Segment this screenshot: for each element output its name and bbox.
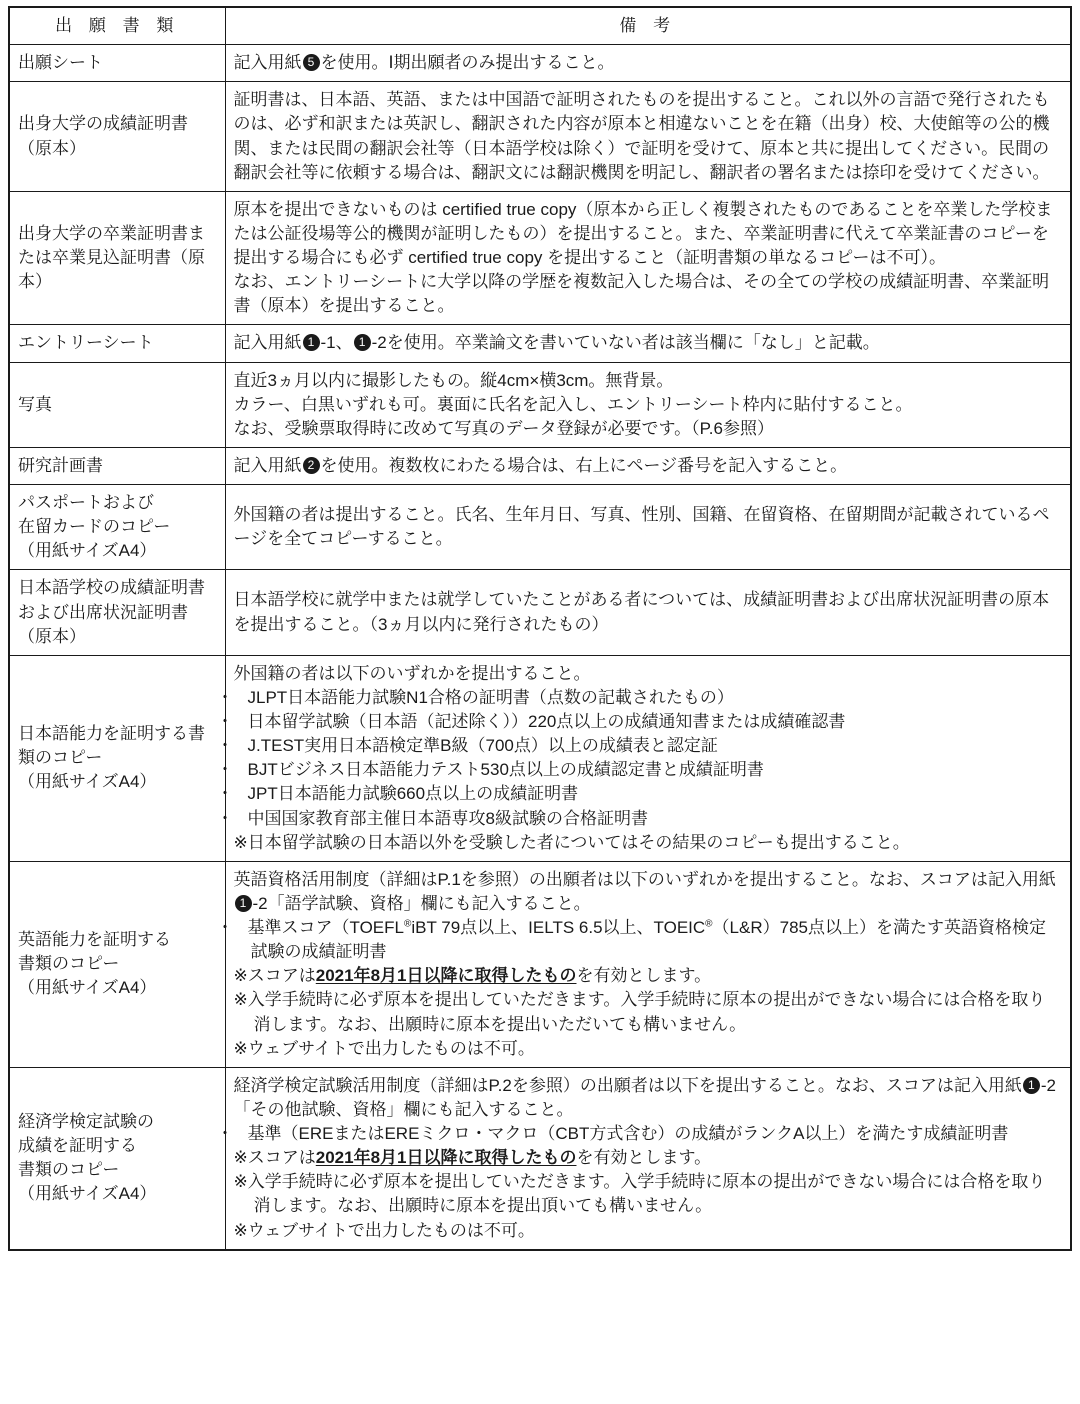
- row-remark: 日本語学校に就学中または就学していたことがある者については、成績証明書および出席状況証明書の原本を提出すること。（3ヵ月以内に発行されたもの）: [225, 570, 1071, 655]
- table-row: [9, 45, 1071, 82]
- validity-date-note: 2021年8月1日以降に取得したもの: [315, 966, 577, 986]
- row-label: パスポートおよび 在留カードのコピー （用紙サイズA4）: [9, 485, 225, 570]
- row-label: 日本語能力を証明する書類のコピー （用紙サイズA4）: [9, 655, 225, 861]
- row-label: 出願シート: [9, 45, 225, 82]
- bullet-icon: ・: [216, 736, 234, 756]
- column-header-documents: 出 願 書 類: [9, 7, 225, 45]
- table-row: [9, 485, 1071, 570]
- circled-number-5: 5: [303, 54, 320, 71]
- circled-number-1: 1: [303, 334, 320, 351]
- table-row: [9, 191, 1071, 325]
- row-remark: 経済学検定試験活用制度（詳細はP.2を参照）の出願者は以下を提出すること。なお、スコアは記入用紙 1 -2「その他試験、資格」欄にも記入すること。 ・ 基準（EREまたはEREミクロ・マクロ（CBT方式含む）の成績がランクA以上）を満たす成績証明書 ※スコアは2021年8月1日以降に取得したものを有効とします。 ※入学手続時に必ず原本を提出していただきます。入学手続時に原本の提出ができない場合には合格を取り消します。なお、出願時に原本を提出頂いても構いません。 ※ウェブサイトで出力したものは不可。: [225, 1067, 1071, 1249]
- row-remark: 証明書は、日本語、英語、または中国語で証明されたものを提出すること。これ以外の言語で発行されたものは、必ず和訳または英訳し、翻訳された内容が原本と相違ないことを在籍（出身）校、大使館等の公的機関、または民間の翻訳会社等（日本語学校は除く）で証明を受けて、原本と共に提出してください。民間の翻訳会社等に依頼する場合は、翻訳文には翻訳機関を明記し、翻訳者の署名または捺印を受けてください。: [225, 82, 1071, 192]
- row-label: エントリーシート: [9, 325, 225, 362]
- circled-number-2: 2: [303, 457, 320, 474]
- row-remark: 記入用紙 2 を使用。複数枚にわたる場合は、右上にページ番号を記入すること。: [225, 447, 1071, 484]
- table-row: [9, 82, 1071, 192]
- row-label: 研究計画書: [9, 447, 225, 484]
- row-label: 写真: [9, 362, 225, 447]
- row-remark: 原本を提出できないものは certified true copy（原本から正しく複製されたものであることを卒業した学校または公証役場等公的機関が証明したもの）を提出すること。また、卒業証明書に代えて卒業証書のコピーを提出する場合にも必ず certified true copy を提出すること（証明書類の単なるコピーは不可）。 なお、エントリーシートに大学以降の学歴を複数記入した場合は、その全ての学校の成績証明書、卒業証明書（原本）を提出すること。: [225, 191, 1071, 325]
- circled-number-1: 1: [1023, 1077, 1040, 1094]
- column-header-remarks: 備 考: [225, 7, 1071, 45]
- table-row: [9, 325, 1071, 362]
- row-label: 日本語学校の成績証明書および出席状況証明書（原本）: [9, 570, 225, 655]
- table-row: [9, 655, 1071, 861]
- table-header-row: [9, 7, 1071, 45]
- row-remark: 英語資格活用制度（詳細はP.1を参照）の出願者は以下のいずれかを提出すること。なお、スコアは記入用紙1 -2「語学試験、資格」欄にも記入すること。 ・ 基準スコア（TOEFL®iBT 79点以上、IELTS 6.5以上、TOEIC®（L&R）785点以上）を満たす英語資格検定試験の成績証明書 ※スコアは2021年8月1日以降に取得したものを有効とします。 ※入学手続時に必ず原本を提出していただきます。入学手続時に原本の提出ができない場合には合格を取り消します。なお、出願時に原本を提出いただいても構いません。 ※ウェブサイトで出力したものは不可。: [225, 861, 1071, 1067]
- row-label: 英語能力を証明する 書類のコピー （用紙サイズA4）: [9, 861, 225, 1067]
- row-remark: 記入用紙 1 -1、 1 -2を使用。卒業論文を書いていない者は該当欄に「なし」と記載。: [225, 325, 1071, 362]
- circled-number-1: 1: [235, 895, 252, 912]
- bullet-icon: ・: [216, 760, 234, 780]
- row-label: 経済学検定試験の 成績を証明する 書類のコピー （用紙サイズA4）: [9, 1067, 225, 1249]
- bullet-icon: ・: [216, 918, 234, 937]
- row-remark: 記入用紙 5 を使用。Ⅰ期出願者のみ提出すること。: [225, 45, 1071, 82]
- table-row: [9, 362, 1071, 447]
- table-row: [9, 861, 1071, 1067]
- table-row: [9, 1067, 1071, 1249]
- row-label: 出身大学の卒業証明書または卒業見込証明書（原本）: [9, 191, 225, 325]
- circled-number-1: 1: [354, 334, 371, 351]
- row-remark: 外国籍の者は以下のいずれかを提出すること。 ・ JLPT日本語能力試験N1合格の証明書（点数の記載されたもの） ・ 日本留学試験（日本語（記述除く））220点以上の成績通知書または成績確認書 ・ J.TEST実用日本語検定準B級（700点）以上の成績表と認定証 ・ BJTビジネス日本語能力テスト530点以上の成績認定書と成績証明書 ・ JPT日本語能力試験660点以上の成績証明書 ・ 中国国家教育部主催日本語専攻8級試験の合格証明書 ※日本留学試験の日本語以外を受験した者についてはその結果のコピーも提出すること。: [225, 655, 1071, 861]
- bullet-icon: ・: [216, 808, 234, 828]
- row-remark: 直近3ヵ月以内に撮影したもの。縦4cm×横3cm。無背景。 カラー、白黒いずれも可。裏面に氏名を記入し、エントリーシート枠内に貼付すること。 なお、受験票取得時に改めて写真のデータ登録が必要です。（P.6参照）: [225, 362, 1071, 447]
- bullet-icon: ・: [216, 712, 234, 731]
- table-row: [9, 447, 1071, 484]
- table-body: [9, 45, 1071, 1250]
- row-remark: 外国籍の者は提出すること。氏名、生年月日、写真、性別、国籍、在留資格、在留期間が記載されているページを全てコピーすること。: [225, 485, 1071, 570]
- row-label: 出身大学の成績証明書 （原本）: [9, 82, 225, 192]
- table-row: [9, 570, 1071, 655]
- application-documents-table: [8, 6, 1072, 1251]
- bullet-icon: ・: [216, 784, 234, 804]
- validity-date-note: 2021年8月1日以降に取得したもの: [315, 1148, 577, 1168]
- bullet-icon: ・: [216, 1124, 234, 1143]
- bullet-icon: ・: [216, 687, 234, 707]
